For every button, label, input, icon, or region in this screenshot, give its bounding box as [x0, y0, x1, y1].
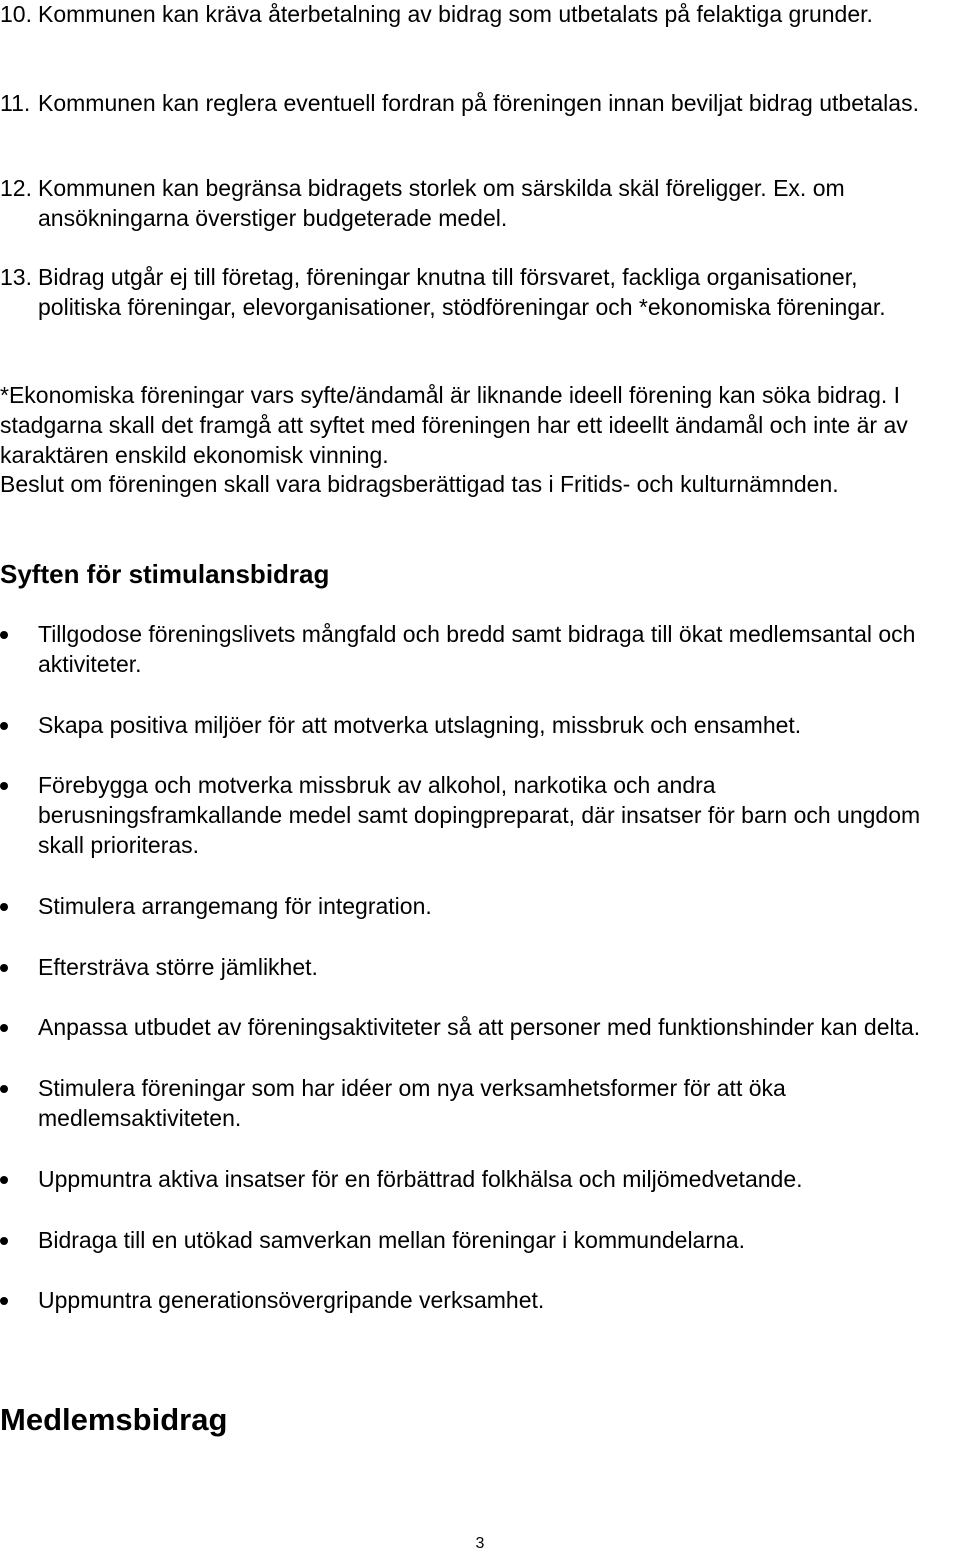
list-item: Uppmuntra generationsövergripande verksamhet.	[0, 1286, 958, 1316]
bullet-icon	[0, 1085, 8, 1093]
section-heading-syften: Syften för stimulansbidrag	[0, 559, 330, 589]
section-heading-medlemsbidrag: Medlemsbidrag	[0, 1402, 228, 1437]
bullet-icon	[0, 1176, 8, 1184]
item-number: 13.	[0, 264, 32, 290]
list-item: Bidraga till en utökad samverkan mellan föreningar i kommundelarna.	[0, 1226, 958, 1256]
item-text: Kommunen kan kräva återbetalning av bidrag som utbetalats på felaktiga grunder.	[38, 1, 873, 27]
note-paragraph	[0, 381, 950, 500]
list-item: Anpassa utbudet av föreningsaktiviteter så att personer med funktionshinder kan delta.	[0, 1013, 958, 1043]
bullet-icon	[0, 1297, 8, 1305]
list-item: Uppmuntra aktiva insatser för en förbättrad folkhälsa och miljömedvetande.	[0, 1165, 958, 1195]
numbered-item-11	[0, 89, 940, 119]
bullet-icon	[0, 964, 8, 972]
list-item: Förebygga och motverka missbruk av alkohol, narkotika och andra berusningsframkallande medel samt dopingpreparat, där insatser för barn och ungdom skall prioriteras.	[0, 771, 958, 860]
syften-bullet-list	[0, 620, 960, 1316]
item-text: Kommunen kan begränsa bidragets storlek om särskilda skäl föreligger. Ex. om ansökningarna överstiger budgeterade medel.	[38, 175, 845, 231]
list-item: Stimulera föreningar som har idéer om nya verksamhetsformer för att öka medlemsaktiviteten.	[0, 1074, 958, 1134]
numbered-item-12	[0, 174, 940, 234]
bullet-icon	[0, 1024, 8, 1032]
note-text: *Ekonomiska föreningar vars syfte/ändamål är liknande ideell förening kan söka bidrag. I stadgarna skall det framgå att syftet med föreningen har ett ideellt ändamål och inte är av karaktären enskild ekonomisk vinning.	[0, 382, 908, 468]
list-item: Eftersträva större jämlikhet.	[0, 953, 958, 983]
item-number: 12.	[0, 175, 32, 201]
item-text: Kommunen kan reglera eventuell fordran på föreningen innan beviljat bidrag utbetalas.	[38, 90, 919, 116]
numbered-item-13	[0, 263, 940, 323]
item-number: 11.	[0, 90, 31, 116]
numbered-item-10	[0, 0, 940, 30]
bullet-icon	[0, 782, 8, 790]
list-item: Skapa positiva miljöer för att motverka utslagning, missbruk och ensamhet.	[0, 711, 958, 741]
list-item: Tillgodose föreningslivets mångfald och bredd samt bidraga till ökat medlemsantal och aktiviteter.	[0, 620, 958, 680]
item-number: 10.	[0, 1, 32, 27]
list-item: Stimulera arrangemang för integration.	[0, 892, 958, 922]
bullet-icon	[0, 722, 8, 730]
decision-text: Beslut om föreningen skall vara bidragsberättigad tas i Fritids- och kulturnämnden.	[0, 471, 839, 498]
bullet-icon	[0, 631, 8, 639]
page-number: 3	[475, 1535, 485, 1552]
bullet-icon	[0, 903, 8, 911]
item-text: Bidrag utgår ej till företag, föreningar knutna till försvaret, fackliga organisationer, politiska föreningar, elevorganisationer, stödföreningar och *ekonomiska föreningar.	[38, 264, 886, 320]
bullet-icon	[0, 1237, 8, 1245]
